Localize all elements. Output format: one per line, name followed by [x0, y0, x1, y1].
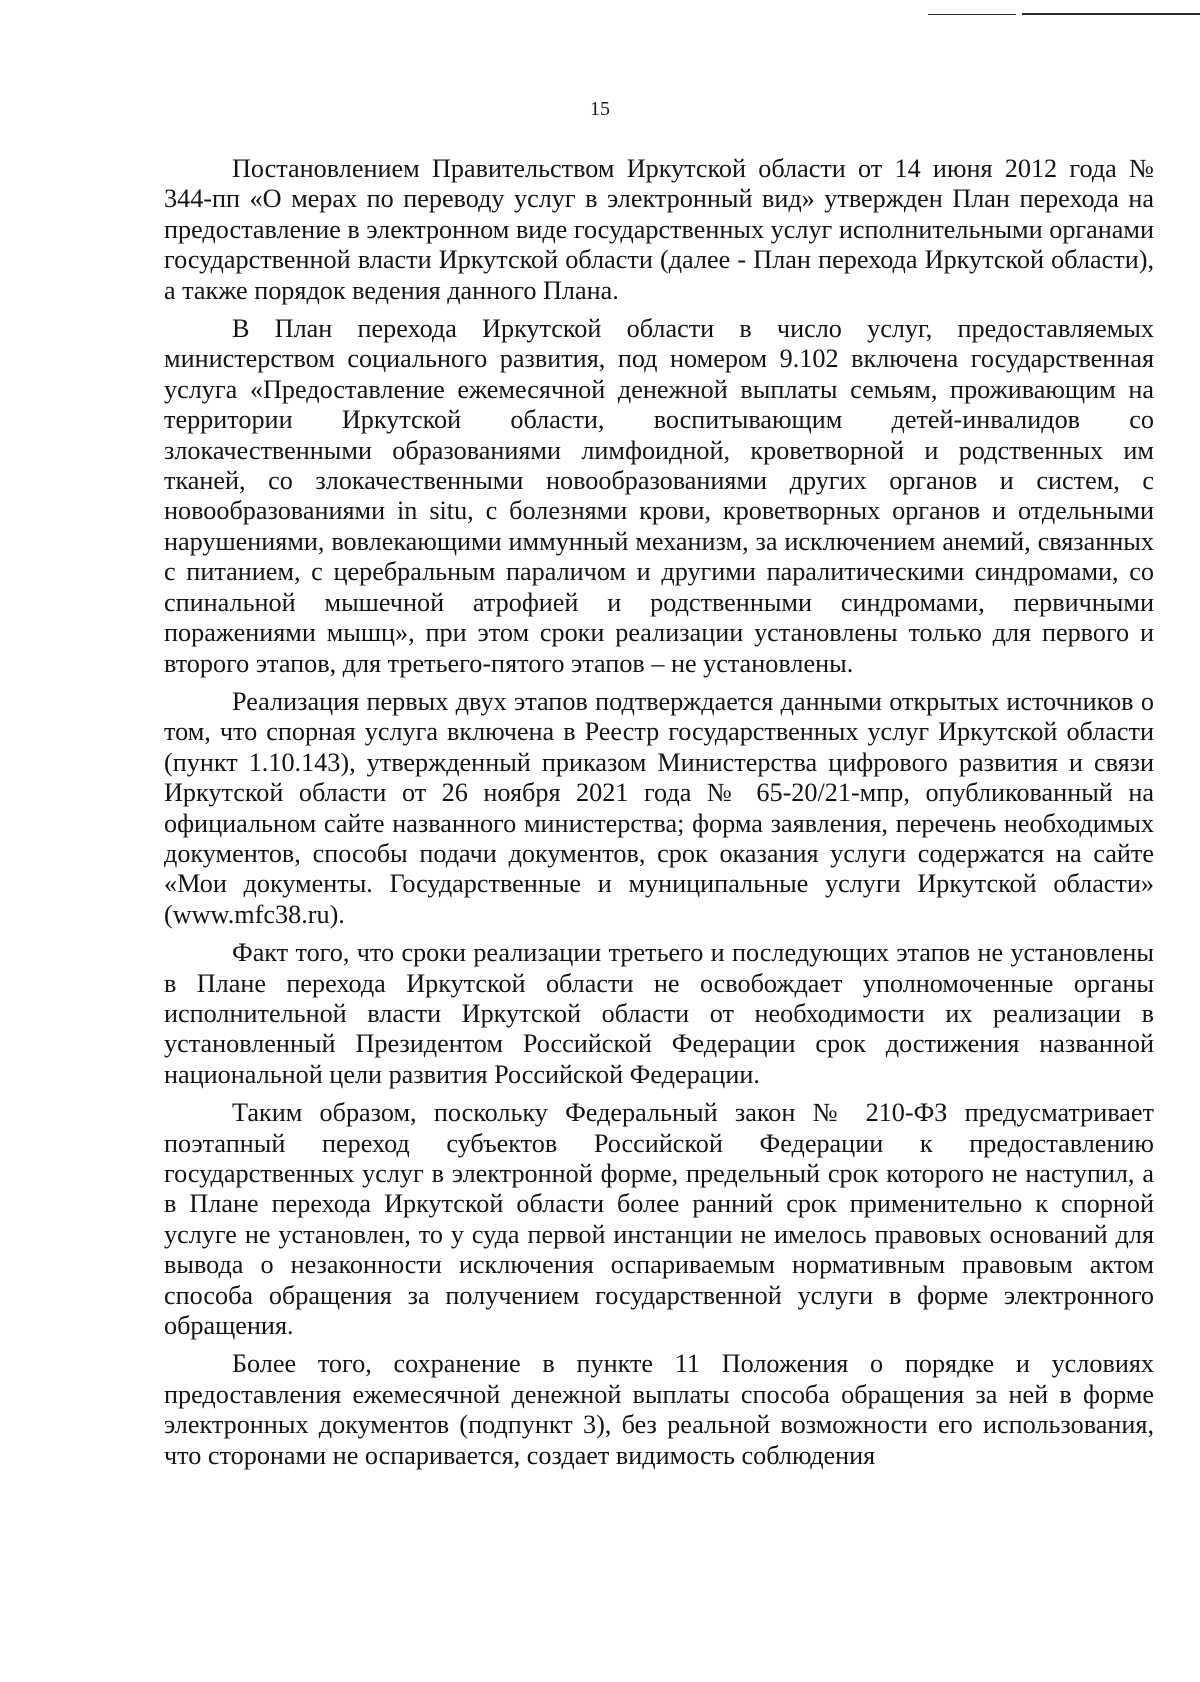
- paragraph: Таким образом, поскольку Федеральный закон № 210-ФЗ предусматривает поэтапный переход субъектов Российской Федерации к предоставлению государственных услуг в электронной форме, предельный срок которого не наступил, а в Плане перехода Иркутской области более ранний срок применительно к спорной услуге не установлен, то у суда первой инстанции не имелось правовых оснований для вывода о незаконности исключения оспариваемым нормативным правовым актом способа обращения за получением государственной услуги в форме электронного обращения.: [164, 1098, 1154, 1341]
- page-number: 15: [590, 98, 610, 120]
- scan-artifact-line: [928, 14, 1016, 15]
- document-body: [164, 154, 1154, 1479]
- paragraph: Более того, сохранение в пункте 11 Положения о порядке и условиях предоставления ежемесячной денежной выплаты способа обращения за ней в форме электронных документов (подпункт 3), без реальной возможности его использования, что сторонами не оспаривается, создает видимость соблюдения: [164, 1349, 1154, 1470]
- paragraph: В План перехода Иркутской области в число услуг, предоставляемых министерством социального развития, под номером 9.102 включена государственная услуга «Предоставление ежемесячной денежной выплаты семьям, проживающим на территории Иркутской области, воспитывающим детей-инвалидов со злокачественными образованиями лимфоидной, кроветворной и родственных им тканей, со злокачественными новообразованиями других органов и систем, с новообразованиями in situ, с болезнями крови, кроветворных органов и отдельными нарушениями, вовлекающими иммунный механизм, за исключением анемий, связанных с питанием, с церебральным параличом и другими паралитическими синдромами, со спинальной мышечной атрофией и родственными синдромами, первичными поражениями мышц», при этом сроки реализации установлены только для первого и второго этапов, для третьего-пятого этапов – не установлены.: [164, 314, 1154, 678]
- paragraph: Реализация первых двух этапов подтверждается данными открытых источников о том, что спорная услуга включена в Реестр государственных услуг Иркутской области (пункт 1.10.143), утвержденный приказом Министерства цифрового развития и связи Иркутской области от 26 ноября 2021 года № 65-20/21-мпр, опубликованный на официальном сайте названного министерства; форма заявления, перечень необходимых документов, способы подачи документов, срок оказания услуги содержатся на сайте «Мои документы. Государственные и муниципальные услуги Иркутской области» (www.mfc38.ru).: [164, 686, 1154, 929]
- paragraph: Факт того, что сроки реализации третьего и последующих этапов не установлены в Плане перехода Иркутской области не освобождает уполномоченные органы исполнительной власти Иркутской области от необходимости их реализации в установленный Президентом Российской Федерации срок достижения названной национальной цели развития Российской Федерации.: [164, 938, 1154, 1089]
- scan-artifact-line: [1022, 13, 1200, 15]
- paragraph: Постановлением Правительством Иркутской области от 14 июня 2012 года № 344-пп «О мерах по переводу услуг в электронный вид» утвержден План перехода на предоставление в электронном виде государственных услуг исполнительными органами государственной власти Иркутской области (далее - План перехода Иркутской области), а также порядок ведения данного Плана.: [164, 154, 1154, 305]
